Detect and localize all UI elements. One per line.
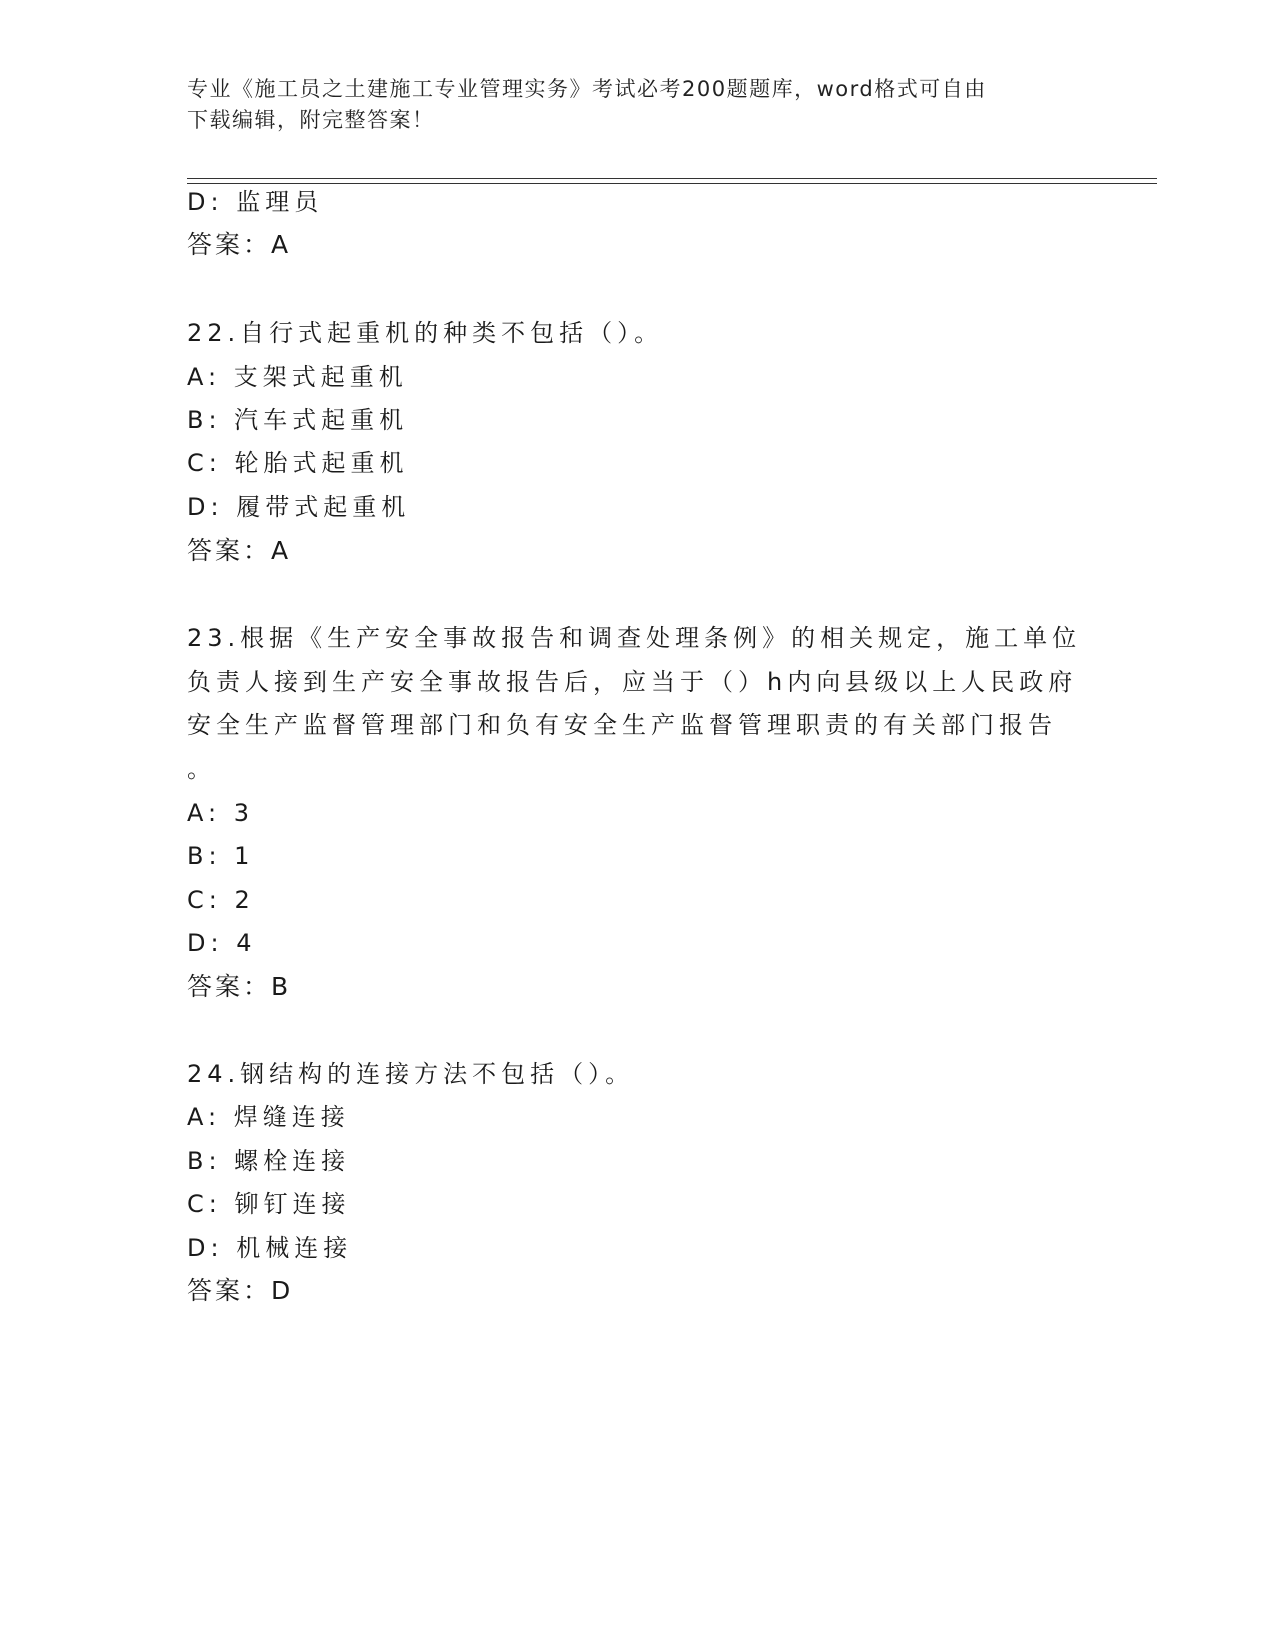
question-24-stem: 24.钢结构的连接方法不包括（）。 xyxy=(187,1060,635,1088)
question-23-stem-line-4: 。 xyxy=(187,755,216,783)
header-line-1: 专业《施工员之土建施工专业管理实务》考试必考200题题库，word格式可自由 xyxy=(187,77,987,101)
question-23-stem-line-2: 负责人接到生产安全事故报告后，应当于（）h内向县级以上人民政府 xyxy=(187,668,1078,696)
question-24-option-c: C: 铆钉连接 xyxy=(187,1190,351,1218)
header-rule-top xyxy=(187,178,1157,179)
question-23-answer: 答案：B xyxy=(187,972,292,1001)
question-22-option-b: B: 汽车式起重机 xyxy=(187,406,409,434)
question-24-option-a: A: 焊缝连接 xyxy=(187,1103,350,1131)
question-22-option-d: D: 履带式起重机 xyxy=(187,493,411,521)
question-23-option-a: A: 3 xyxy=(187,799,254,827)
question-23-option-c: C: 2 xyxy=(187,886,255,914)
header-rule-bottom xyxy=(187,183,1157,184)
question-22-stem: 22.自行式起重机的种类不包括（）。 xyxy=(187,319,664,347)
document-page xyxy=(187,0,1157,1650)
carryover-answer: 答案：A xyxy=(187,230,292,259)
question-23-stem-line-3: 安全生产监督管理部门和负有安全生产监督管理职责的有关部门报告 xyxy=(187,711,1057,739)
question-23-option-b: B: 1 xyxy=(187,842,255,870)
question-24-option-b: B: 螺栓连接 xyxy=(187,1147,351,1175)
carryover-option-d: D: 监理员 xyxy=(187,188,324,216)
question-24-option-d: D: 机械连接 xyxy=(187,1234,353,1262)
question-24-answer: 答案：D xyxy=(187,1276,294,1305)
question-23-option-d: D: 4 xyxy=(187,929,257,957)
question-22-answer: 答案：A xyxy=(187,536,292,565)
question-23-stem-line-1: 23.根据《生产安全事故报告和调查处理条例》的相关规定，施工单位 xyxy=(187,624,1082,652)
question-22-option-c: C: 轮胎式起重机 xyxy=(187,449,409,477)
question-22-option-a: A: 支架式起重机 xyxy=(187,363,408,391)
header-line-2: 下载编辑，附完整答案！ xyxy=(187,108,435,132)
document-header xyxy=(187,74,1087,136)
